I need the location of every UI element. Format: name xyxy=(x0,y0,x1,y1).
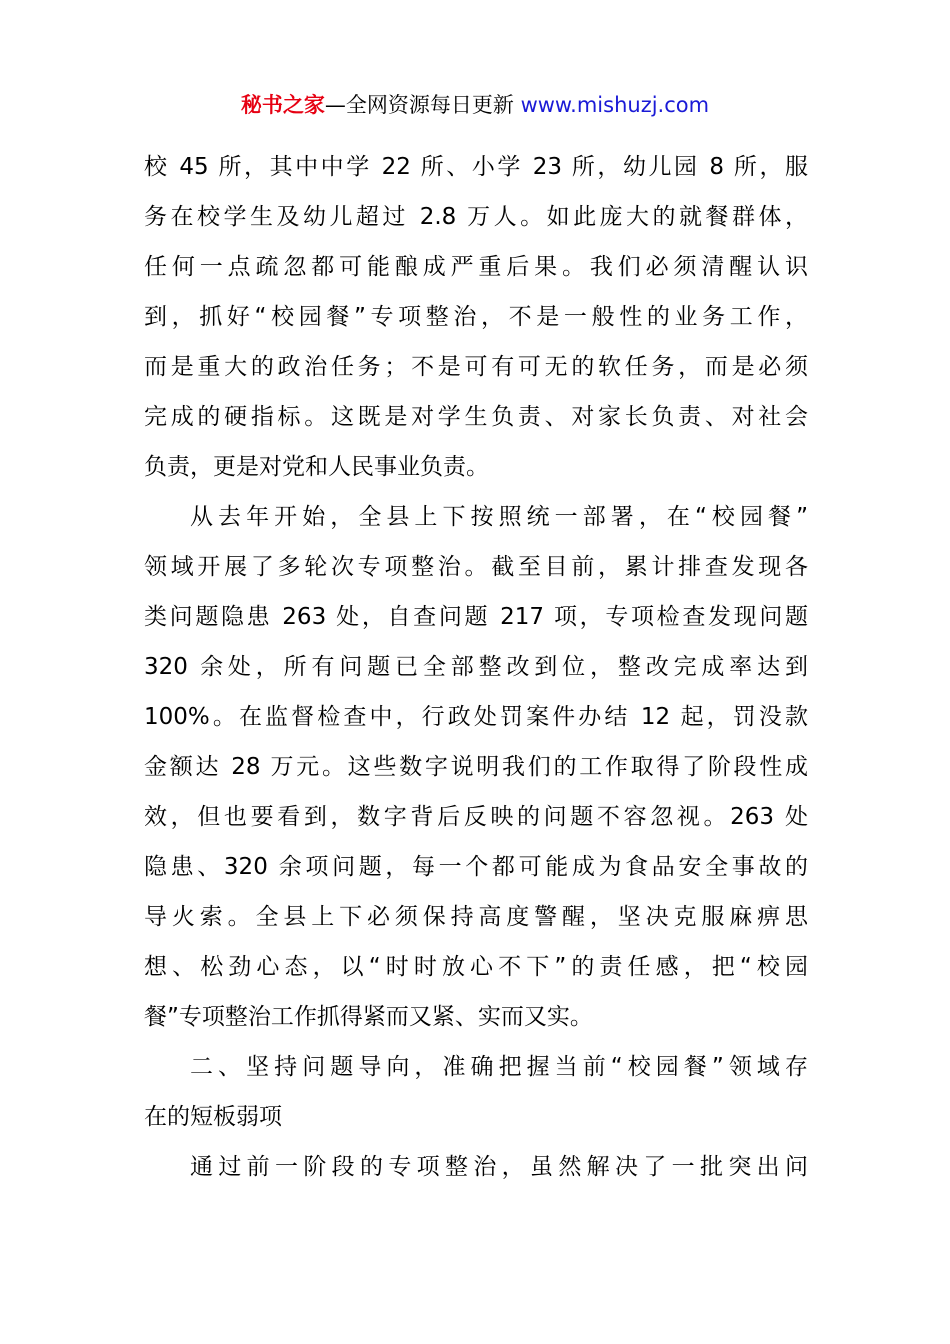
section-heading-line: 二、坚持问题导向，准确把握当前“校园餐”领域存 xyxy=(190,1054,808,1080)
header-tagline: —全网资源每日更新 xyxy=(324,93,514,117)
page-header xyxy=(0,88,950,122)
text-line: 类问题隐患 263 处，自查问题 217 项，专项检查发现问题 xyxy=(144,604,808,630)
text-line: 导火索。全县上下必须保持高度警醒，坚决克服麻痹思 xyxy=(144,904,808,930)
website-link[interactable]: www.mishuzj.com xyxy=(520,93,710,117)
text-line: 金额达 28 万元。这些数字说明我们的工作取得了阶段性成 xyxy=(144,754,808,780)
brand-name: 秘书之家 xyxy=(240,93,325,117)
text-line: 而是重大的政治任务；不是可有可无的软任务，而是必须 xyxy=(144,354,808,380)
text-line: 通过前一阶段的专项整治，虽然解决了一批突出问 xyxy=(190,1154,808,1180)
text-line: 100%。在监督检查中，行政处罚案件办结 12 起，罚没款 xyxy=(144,704,808,730)
text-line: 到，抓好“校园餐”专项整治，不是一般性的业务工作， xyxy=(144,304,808,330)
text-line: 领域开展了多轮次专项整治。截至目前，累计排查发现各 xyxy=(144,554,808,580)
text-line: 完成的硬指标。这既是对学生负责、对家长负责、对社会 xyxy=(144,404,808,430)
text-line: 隐患、320 余项问题，每一个都可能成为食品安全事故的 xyxy=(144,854,808,880)
text-line: 任何一点疏忽都可能酿成严重后果。我们必须清醒认识 xyxy=(144,254,808,280)
text-line: 效，但也要看到，数字背后反映的问题不容忽视。263 处 xyxy=(144,804,808,830)
text-line: 校 45 所，其中中学 22 所、小学 23 所，幼儿园 8 所，服 xyxy=(144,154,808,180)
text-line: 餐”专项整治工作抓得紧而又紧、实而又实。 xyxy=(144,1004,593,1030)
text-line: 负责，更是对党和人民事业负责。 xyxy=(144,454,489,480)
text-line: 320 余处，所有问题已全部整改到位，整改完成率达到 xyxy=(144,654,808,680)
text-line: 想、松劲心态，以“时时放心不下”的责任感，把“校园 xyxy=(144,954,808,980)
section-heading-line: 在的短板弱项 xyxy=(144,1104,282,1130)
text-line: 务在校学生及幼儿超过 2.8 万人。如此庞大的就餐群体， xyxy=(144,204,808,230)
document-body xyxy=(144,142,808,1192)
text-line: 从去年开始，全县上下按照统一部署，在“校园餐” xyxy=(190,504,808,530)
